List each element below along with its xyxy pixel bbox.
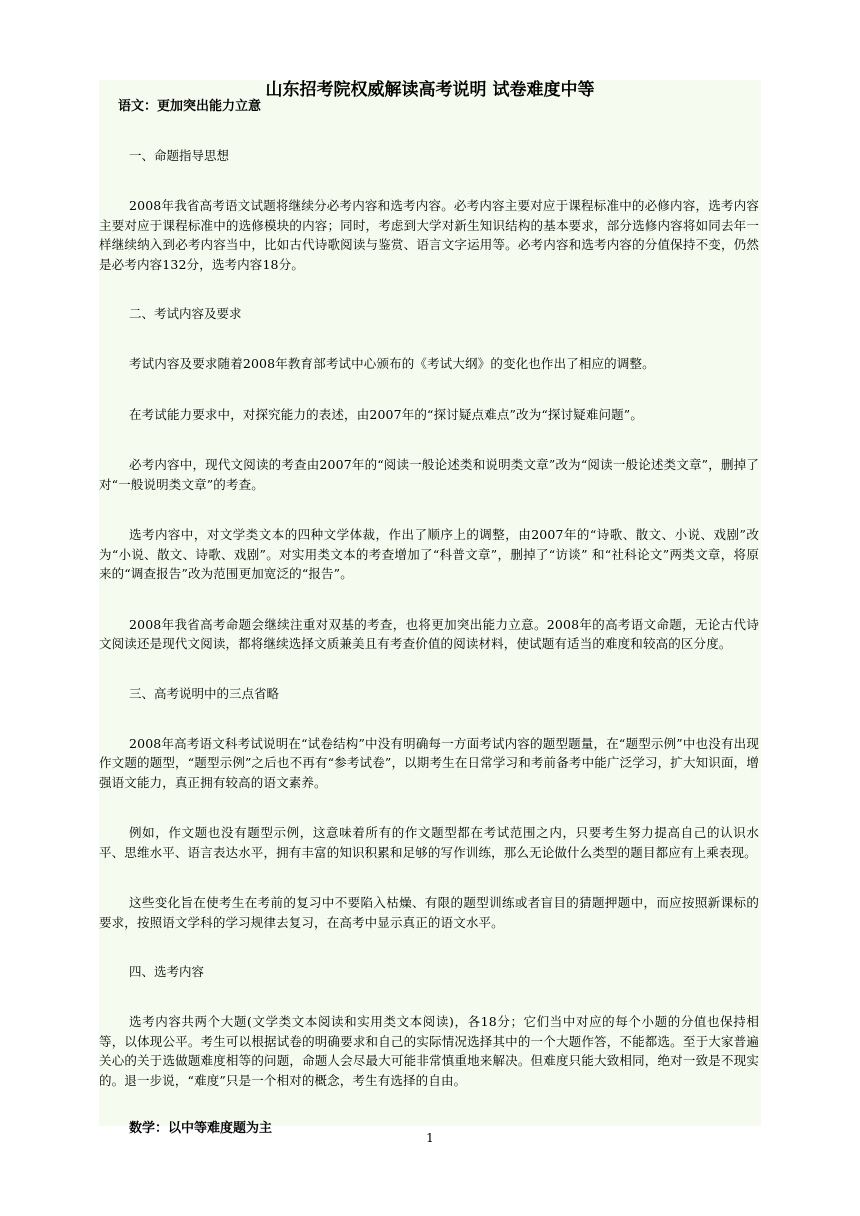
paragraph: 这些变化旨在使考生在考前的复习中不要陷入枯燥、有限的题型训练或者盲目的猜题押题中，而应按照新课标的要求，按照语文学科的学习规律去复习，在高考中显示真正的语文水平。: [99, 895, 759, 930]
paragraph: 2008年高考语文科考试说明在“试卷结构”中没有明确每一方面考试内容的题型题量，在“题型示例”中也没有出现作文题的题型，“题型示例”之后也不再有“参考试卷”，以期考生在日常学习和考前备考中能广泛学习，扩大知识面，增强语文能力，真正拥有较高的语文素养。: [99, 735, 759, 790]
page-title: 山东招考院权威解读高考说明 试卷难度中等: [265, 80, 595, 100]
paragraph: 考试内容及要求随着2008年教育部考试中心颁布的《考试大纲》的变化也作出了相应的调整。: [129, 356, 655, 371]
section-heading-3: 三、高考说明中的三点省略: [129, 685, 280, 701]
subject-heading-math: 数学：以中等难度题为主: [129, 1121, 273, 1136]
page-number: 1: [426, 1131, 434, 1145]
paragraph: 在考试能力要求中，对探究能力的表述，由2007年的“探讨疑点难点”改为“探讨疑难问题”。: [129, 406, 643, 422]
paragraph: 选考内容共两个大题(文学类文本阅读和实用类文本阅读)，各18分；它们当中对应的每个小题的分值也保持相等，以体现公平。考生可以根据试卷的明确要求和自己的实际情况选择其中的一个大题作答，不能都选。至于大家普遍关心的关于选做题难度相等的问题，命题人会尽最大可能非常慎重地来解决。但难度只能大致相同，绝对一致是不现实的。退一步说，“难度”只是一个相对的概念，考生有选择的自由。: [99, 1014, 759, 1088]
paragraph: 2008年我省高考语文试题将继续分必考内容和选考内容。必考内容主要对应于课程标准中的必修内容，选考内容主要对应于课程标准中的选修模块的内容；同时，考虑到大学对新生知识结构的基本要求，部分选修内容将如同去年一样继续纳入到必考内容当中，比如古代诗歌阅读与鉴赏、语言文字运用等。必考内容和选考内容的分值保持不变，仍然是必考内容132分，选考内容18分。: [99, 198, 759, 272]
paragraph: 2008年我省高考命题会继续注重对双基的考查，也将更加突出能力立意。2008年的高考语文命题，无论古代诗文阅读还是现代文阅读，都将继续选择文质兼美且有考查价值的阅读材料，使试题有适当的难度和较高的区分度。: [99, 616, 759, 651]
paragraph: 必考内容中，现代文阅读的考查由2007年的“阅读一般论述类和说明类文章”改为“阅读一般论述类文章”，删掉了对“一般说明类文章”的考查。: [99, 457, 759, 492]
paragraph: 例如，作文题也没有题型示例，这意味着所有的作文题型都在考试范围之内，只要考生努力提高自己的认识水平、思维水平、语言表达水平，拥有丰富的知识积累和足够的写作训练，那么无论做什么类型的题目都应有上乘表现。: [99, 825, 759, 860]
paragraph: 选考内容中，对文学类文本的四种文学体裁，作出了顺序上的调整，由2007年的“诗歌、散文、小说、戏剧”改为“小说、散文、诗歌、戏剧”。对实用类文本的考查增加了“科普文章”，删掉了“访谈” 和“社科论文”两类文章，将原来的“调查报告”改为范围更加宽泛的“报告”。: [99, 527, 759, 581]
section-heading-1: 一、命题指导思想: [129, 148, 230, 163]
section-heading-2: 二、考试内容及要求: [129, 306, 242, 321]
subject-heading-chinese: 语文：更加突出能力立意: [118, 99, 262, 114]
section-heading-4: 四、选考内容: [129, 964, 205, 979]
article-body: [99, 80, 761, 1136]
